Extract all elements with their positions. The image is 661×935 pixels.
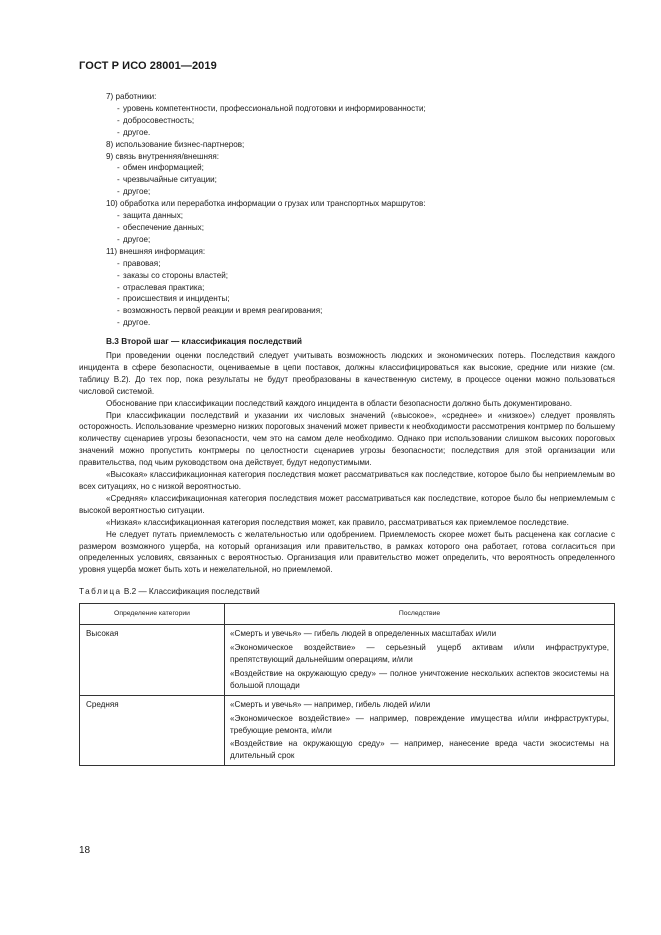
- body-paragraph: «Высокая» классификационная категория последствия может рассматриваться как последствие, которое было бы неприемлемым во всех ситуациях, но с низкой вероятностью.: [79, 470, 615, 491]
- list-subitem: - другое;: [79, 186, 615, 198]
- consequence-item: «Воздействие на окружающую среду» — полное уничтожение нескольких аспектов экосистемы на большой площади: [230, 668, 609, 690]
- body-paragraph: Обоснование при классификации последствий каждого инцидента в области безопасности должно быть документировано.: [106, 398, 573, 408]
- list-subitem: - происшествия и инциденты;: [79, 293, 615, 305]
- consequences-table: [79, 603, 615, 766]
- document-code-header: ГОСТ Р ИСО 28001—2019: [79, 60, 217, 72]
- list-item: 7) работники:: [106, 92, 157, 101]
- page-number: 18: [79, 845, 91, 856]
- consequence-item: «Экономическое воздействие» — например, повреждение имущества и/или инфраструктуры, требующие ремонта, и/или: [230, 713, 609, 735]
- table-row: [80, 695, 615, 766]
- list-item: 10) обработка или переработка информации о грузах или транспортных маршрутов:: [106, 199, 426, 209]
- table-header-row: [80, 604, 615, 625]
- consequence-cell: [225, 625, 615, 696]
- page-content: [79, 91, 615, 766]
- list-subitem: - другое.: [79, 317, 615, 329]
- list-subitem: - другое;: [79, 234, 615, 246]
- body-paragraph: «Низкая» классификационная категория последствия может, как правило, рассматриваться как приемлемое последствие.: [106, 517, 569, 527]
- body-paragraph: «Средняя» классификационная категория последствия может рассматриваться как последствие, которое было бы неприемлемым с высокой вероятностью ситуации.: [79, 493, 615, 515]
- consequence-item: «Экономическое воздействие» — серьезный ущерб активам и/или инфраструктуре, препятствующий дальнейшим операциям, и/или: [230, 643, 609, 664]
- table-caption-prefix: Таблица: [79, 587, 122, 597]
- list-subitem: - возможность первой реакции и время реагирования;: [79, 305, 615, 317]
- consequence-item: «Воздействие на окружающую среду» — например, нанесение вреда части экосистемы на длительный срок: [230, 739, 609, 761]
- list-item: 8) использование бизнес-партнеров;: [106, 139, 245, 149]
- list-subitem: - обмен информацией;: [79, 162, 615, 174]
- list-subitem: - правовая;: [79, 258, 615, 270]
- list-subitem: - обеспечение данных;: [79, 222, 615, 234]
- table-caption: [79, 586, 615, 598]
- list-subitem: - заказы со стороны властей;: [79, 270, 615, 282]
- factors-list: [79, 91, 615, 329]
- section-body: [79, 350, 615, 576]
- list-subitem: - защита данных;: [79, 210, 615, 222]
- list-item: 11) внешняя информация:: [106, 246, 206, 256]
- category-cell: Средняя: [80, 695, 225, 766]
- table-caption-title: В.2 — Классификация последствий: [121, 587, 260, 597]
- body-paragraph: При классификации последствий и указании их числовых значений («высокое», «среднее» и «низкое») следует проявлять осторожность. Использование чрезмерно низких пороговых значений может привести к необходимости рассмотрения контрмер по большему количеству сценариев угрозы безопасности, чем это на самом деле необходимо. Однако при использовании слишком высоких пороговых значений можно пропустить контрмеры по целостности сценариев угрозы безопасности; последствия для этой организации или правительства, под чьим руководством она действует, будут недопустимыми.: [79, 410, 615, 468]
- list-subitem: - уровень компетентности, профессиональной подготовки и информированности;: [79, 103, 615, 115]
- consequence-item: «Смерть и увечья» — гибель людей в определенных масштабах и/или: [230, 629, 497, 639]
- table-body: [80, 625, 615, 766]
- list-subitem: - добросовестность;: [79, 115, 615, 127]
- list-subitem: - отраслевая практика;: [79, 282, 615, 294]
- body-paragraph: При проведении оценки последствий следует учитывать возможность людских и экономических потерь. Последствия каждого инцидента в сфере безопасности, оцениваемые в цепи поставок, должны классифицироваться как высокие, средние или низкие (см. таблицу В.2). До тех пор, пока результаты не будут преобразованы в качественную систему, в процессе оценки можно пользоваться числовой системой.: [79, 351, 615, 396]
- list-item: 9) связь внутренняя/внешняя:: [106, 151, 219, 161]
- column-header-consequence: Последствие: [225, 604, 615, 625]
- list-subitem: - другое.: [79, 127, 615, 139]
- table-row: [80, 625, 615, 696]
- column-header-category: Определение категории: [80, 604, 225, 625]
- consequence-cell: [225, 695, 615, 766]
- consequence-item: «Смерть и увечья» — например, гибель людей и/или: [230, 699, 431, 709]
- list-subitem: - чрезвычайные ситуации;: [79, 174, 615, 186]
- body-paragraph: Не следует путать приемлемость с желательностью или одобрением. Приемлемость скорее может быть расценена как согласие с размером возможного ущерба, на который организация или правительство, в рамках которого она работает, готова согласиться при определенных условиях, связанных с вероятностью. Организация или правительство может определить, что вероятность определенного уровня ущерба может быть хоть и нежелательной, но приемлемой.: [79, 529, 615, 575]
- category-cell: Высокая: [80, 625, 225, 696]
- section-heading: В.3 Второй шаг — классификация последствий: [106, 336, 302, 347]
